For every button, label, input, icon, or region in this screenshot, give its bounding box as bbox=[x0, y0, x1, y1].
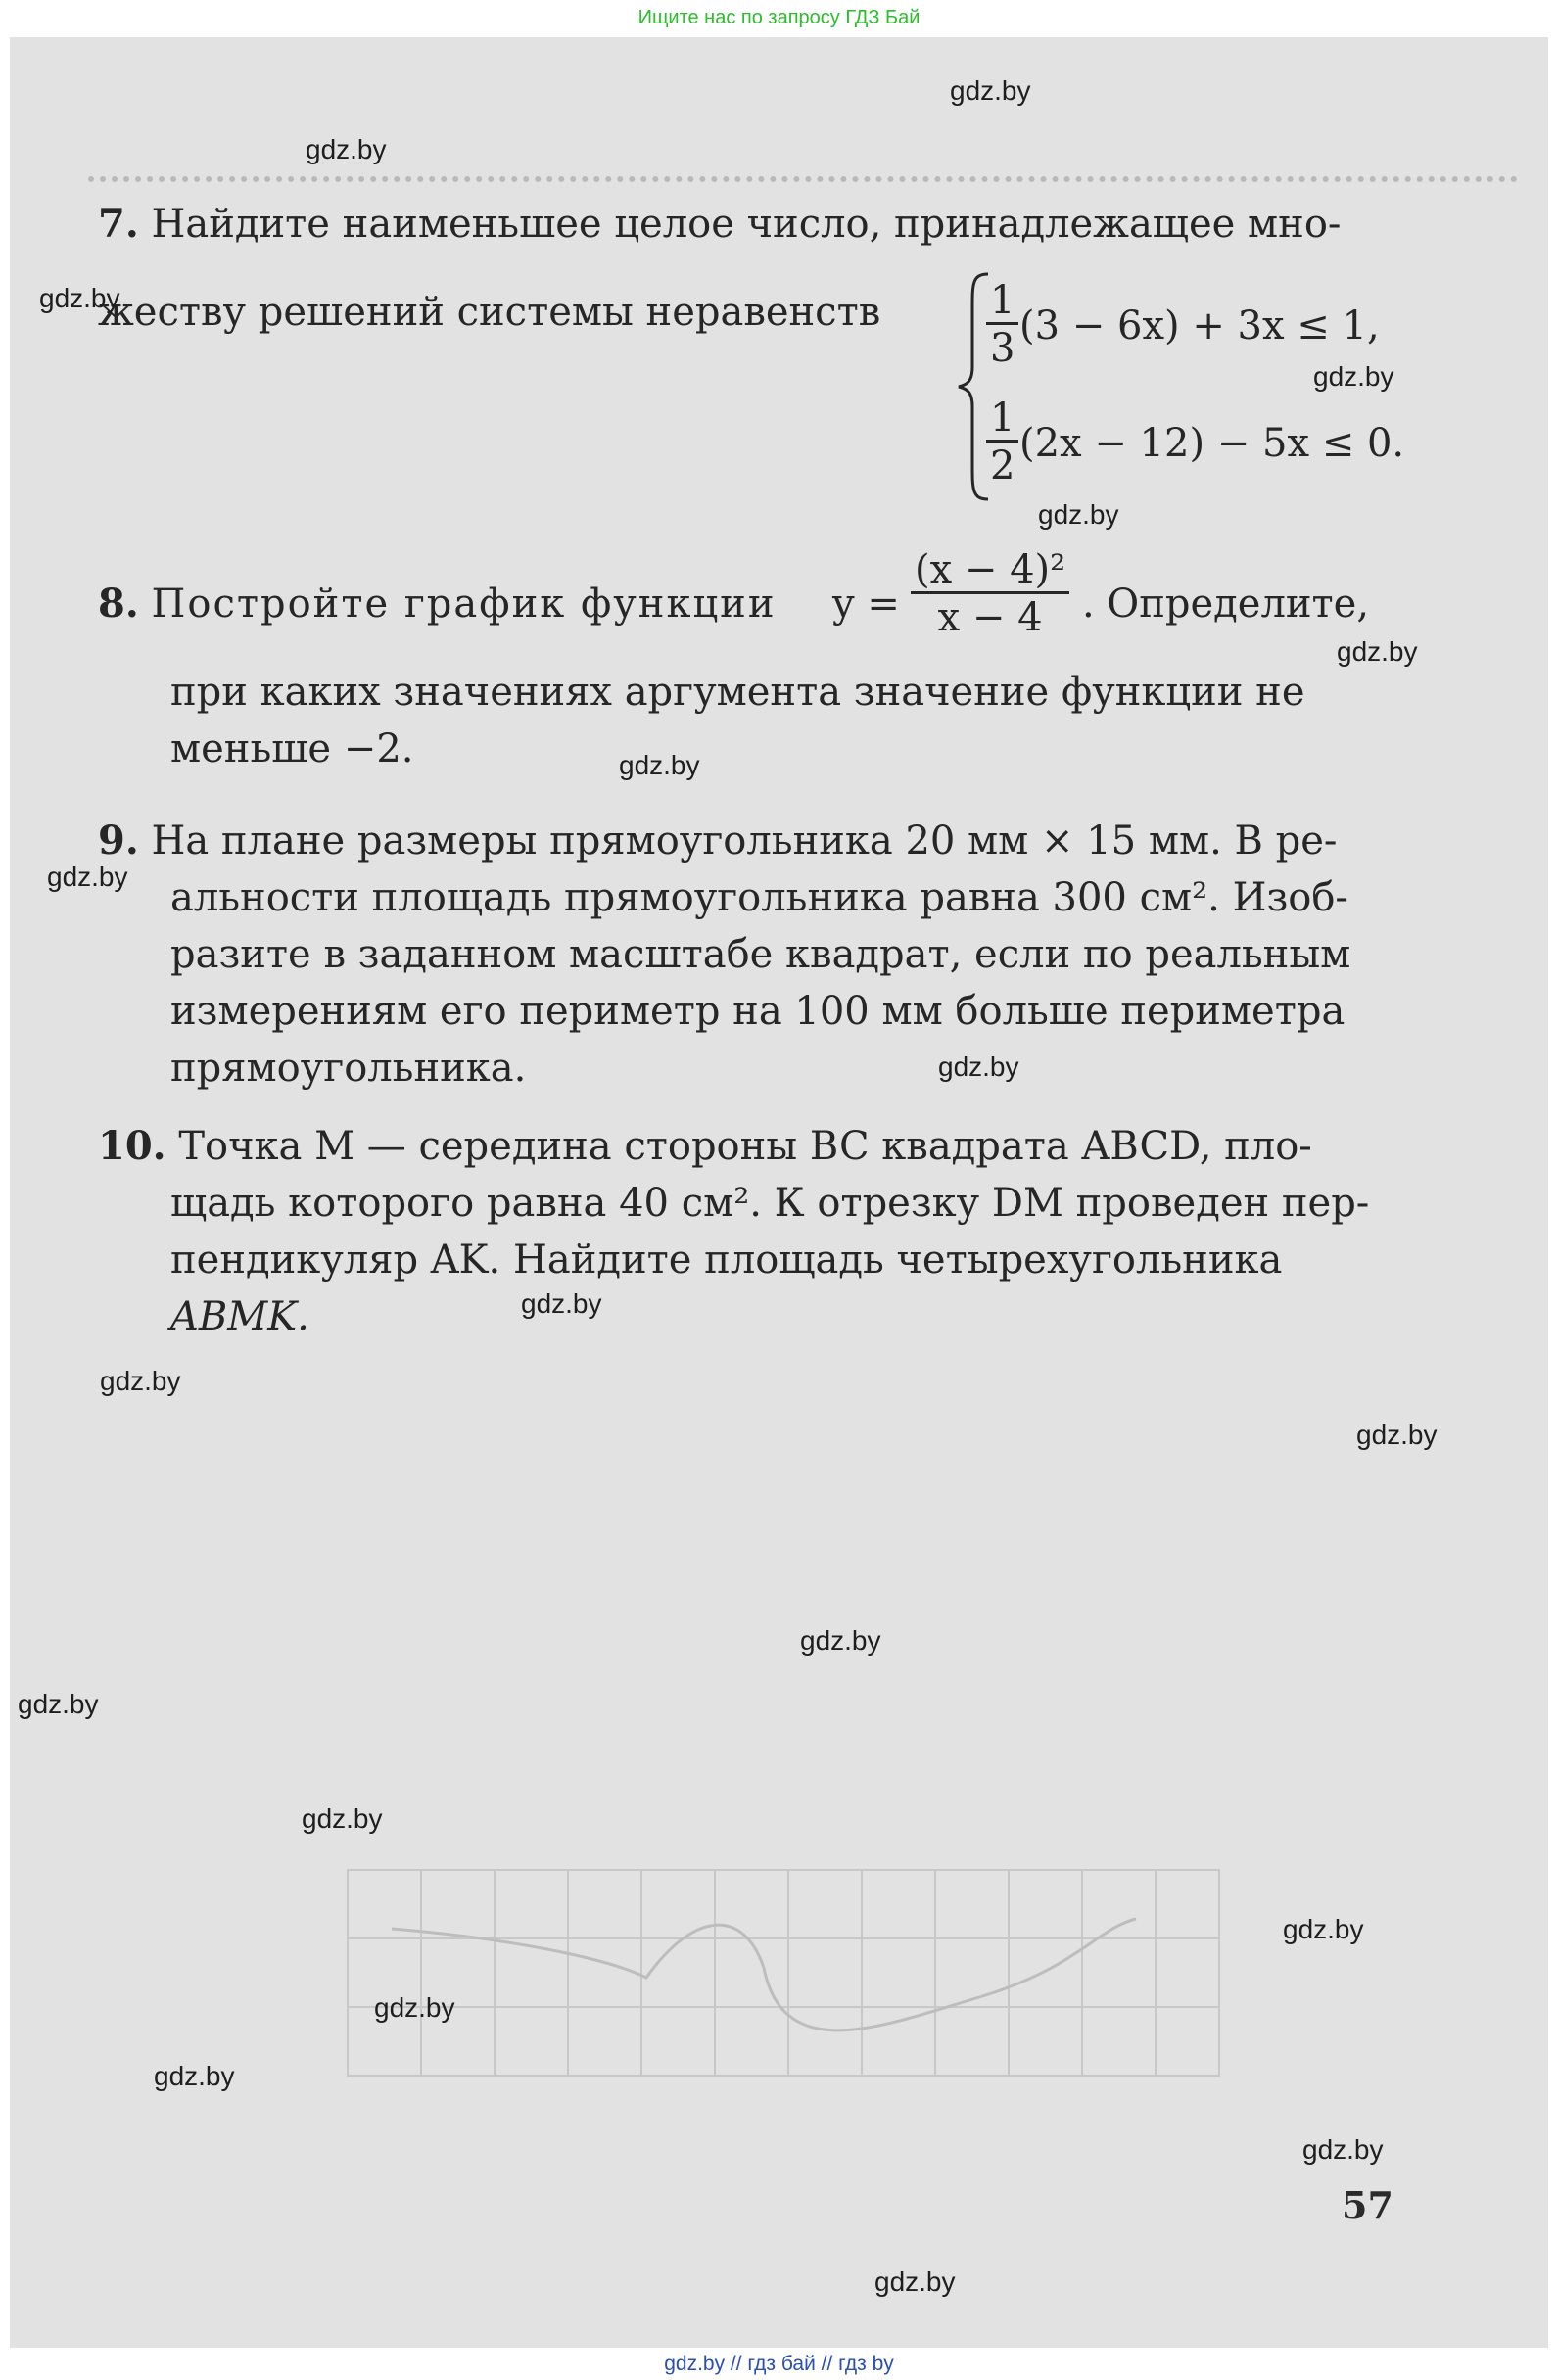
footer-links[interactable]: gdz.by // гдз бай // гдз by bbox=[0, 2348, 1558, 2380]
problem-8-line2: при каких значениях аргумента значение функции не bbox=[170, 670, 1305, 715]
ineq2-numerator: 1 bbox=[986, 397, 1018, 443]
problem-8-fraction bbox=[911, 548, 1069, 641]
problem-10-line2: щадь которого равна 40 см². К отрезку DM проведен пер- bbox=[170, 1181, 1370, 1226]
problem-10-line1: Точка M — середина стороны BC квадрата ABCD, пло- bbox=[178, 1124, 1312, 1169]
problem-10-line3: пендикуляр AK. Найдите площадь четырехугольника bbox=[170, 1237, 1283, 1283]
problem-7-line1: Найдите наименьшее целое число, принадлежащее мно- bbox=[151, 202, 1342, 247]
problem-9-number: 9. bbox=[98, 817, 139, 863]
problem-8-text-a: Постройте график функции bbox=[151, 582, 777, 627]
ineq1-rest: (3 − 6x) + 3x ≤ 1, bbox=[1019, 303, 1380, 349]
watermark: gdz.by bbox=[374, 1992, 455, 2023]
problem-8-text-b: . Определите, bbox=[1082, 582, 1370, 627]
inequality-system bbox=[955, 269, 1405, 514]
watermark: gdz.by bbox=[39, 283, 120, 313]
problem-8-y-eq: y = bbox=[832, 582, 900, 627]
ineq2-denominator: 2 bbox=[990, 443, 1015, 489]
top-banner[interactable]: Ищите нас по запросу ГДЗ Бай bbox=[0, 0, 1558, 35]
watermark: gdz.by bbox=[302, 1803, 383, 1834]
watermark: gdz.by bbox=[1302, 2134, 1384, 2165]
problem-9-line4: измерениям его периметр на 100 мм больше периметра bbox=[170, 989, 1346, 1034]
problem-8-numerator: (x − 4)² bbox=[911, 548, 1069, 594]
watermark: gdz.by bbox=[1337, 636, 1418, 667]
ineq2-rest: (2x − 12) − 5x ≤ 0. bbox=[1019, 421, 1405, 466]
problem-10-line4: ABMK. bbox=[170, 1294, 309, 1339]
watermark: gdz.by bbox=[100, 1366, 181, 1396]
watermark: gdz.by bbox=[874, 2266, 956, 2297]
page-number: 57 bbox=[1342, 2183, 1393, 2227]
watermark: gdz.by bbox=[800, 1625, 881, 1656]
dotted-separator bbox=[88, 176, 1518, 182]
watermark: gdz.by bbox=[1313, 361, 1394, 392]
ineq1-fraction bbox=[986, 279, 1018, 372]
problem-7-line2: жеству решений системы неравенств bbox=[98, 290, 881, 335]
problem-9-line5: прямоугольника. bbox=[170, 1046, 527, 1091]
problem-8-line3: меньше −2. bbox=[170, 726, 414, 771]
problem-7-number: 7. bbox=[98, 201, 139, 247]
watermark: gdz.by bbox=[938, 1051, 1019, 1082]
watermark: gdz.by bbox=[950, 75, 1031, 106]
problem-10 bbox=[98, 1118, 1410, 1345]
watermark: gdz.by bbox=[154, 2061, 235, 2091]
problem-8-denominator: x − 4 bbox=[937, 595, 1043, 640]
watermark: gdz.by bbox=[1356, 1420, 1438, 1450]
watermark: gdz.by bbox=[18, 1689, 99, 1719]
watermark: gdz.by bbox=[47, 862, 128, 892]
ineq1-numerator: 1 bbox=[986, 279, 1018, 325]
problem-8 bbox=[98, 547, 1410, 777]
problem-9-line2: альности площадь прямоугольника равна 300 см². Изоб- bbox=[170, 875, 1348, 920]
bleed-through-graph bbox=[98, 1850, 1469, 2340]
watermark: gdz.by bbox=[521, 1288, 602, 1319]
problem-9-line1: На плане размеры прямоугольника 20 мм × 15 мм. В ре- bbox=[151, 818, 1338, 863]
watermark: gdz.by bbox=[1038, 499, 1119, 530]
ineq2-fraction bbox=[986, 397, 1018, 490]
problem-9 bbox=[98, 813, 1410, 1097]
ineq1-denominator: 3 bbox=[990, 326, 1015, 371]
problem-8-number: 8. bbox=[98, 581, 139, 627]
problem-9-line3: разите в заданном масштабе квадрат, если по реальным bbox=[170, 932, 1351, 977]
problem-10-number: 10. bbox=[98, 1123, 166, 1169]
watermark: gdz.by bbox=[306, 134, 387, 164]
watermark: gdz.by bbox=[619, 750, 700, 780]
watermark: gdz.by bbox=[1283, 1914, 1364, 1944]
